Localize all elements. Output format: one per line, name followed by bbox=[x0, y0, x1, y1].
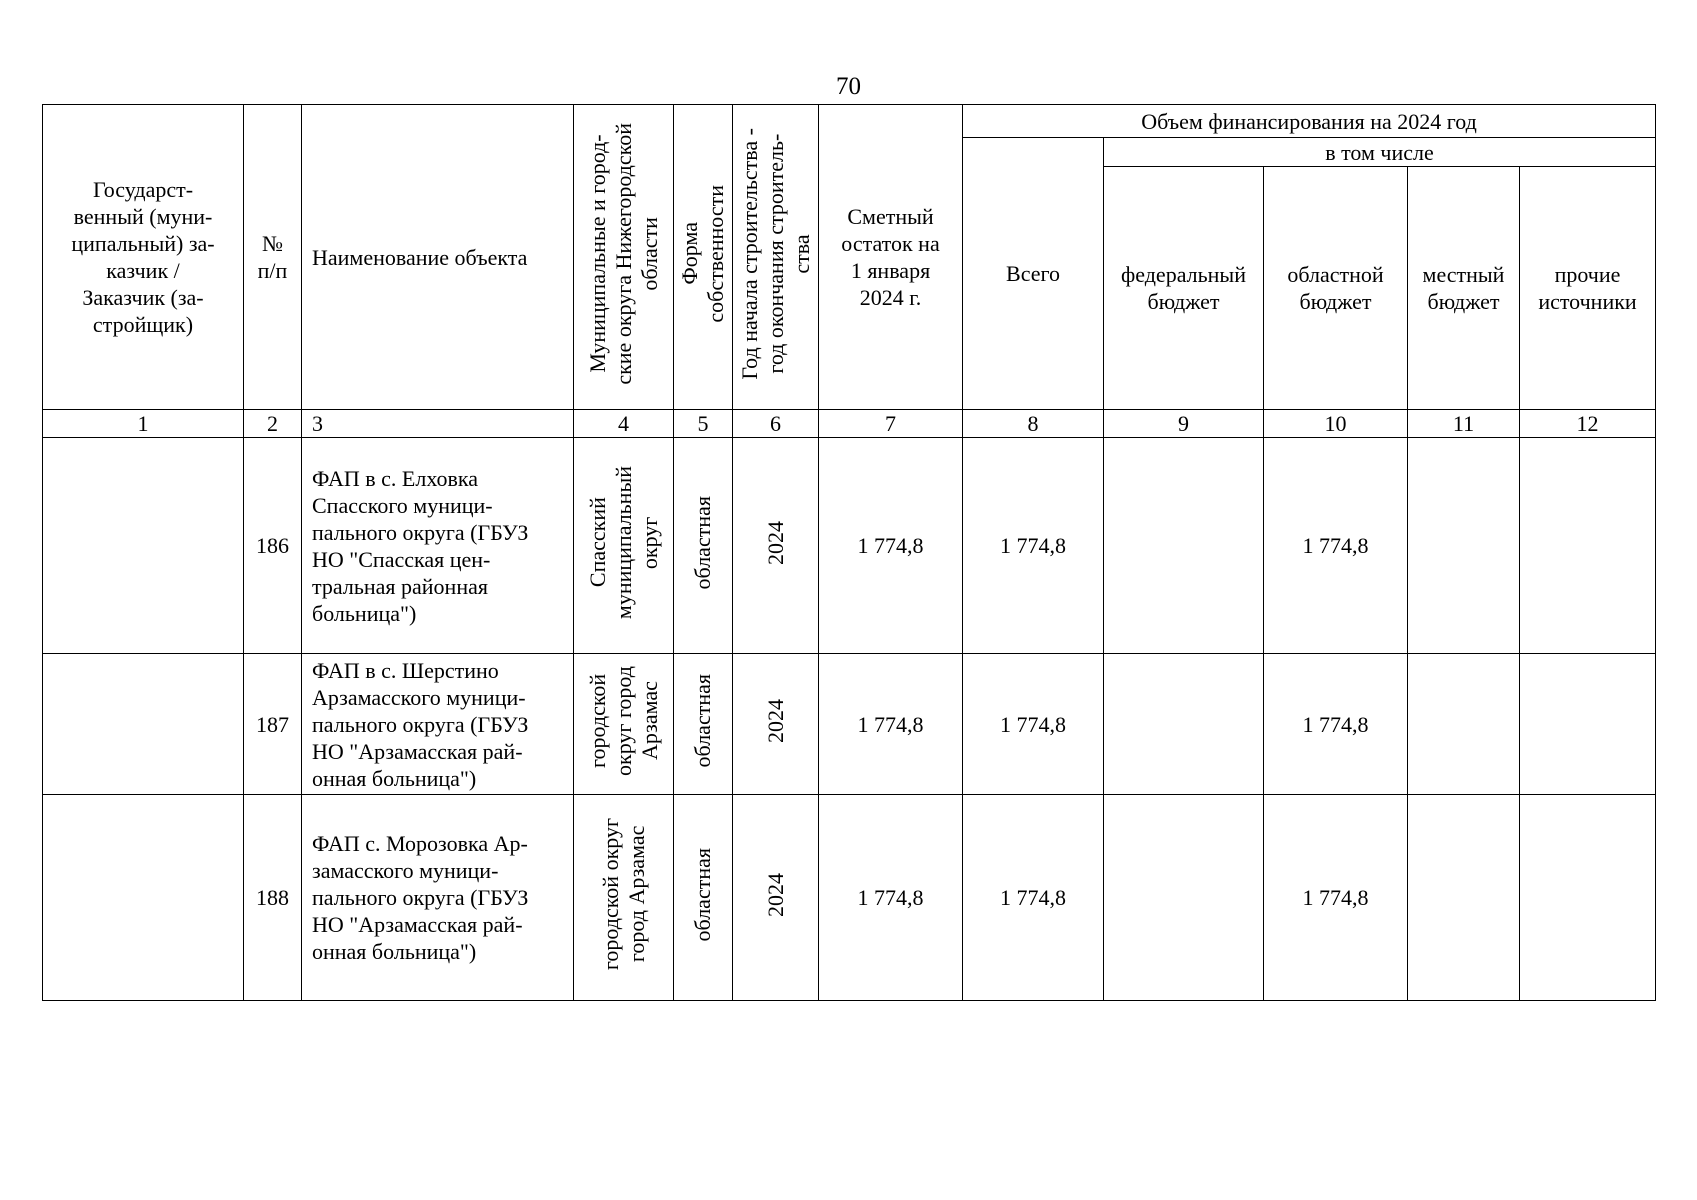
column-number: 4 bbox=[574, 410, 674, 438]
column-number-row bbox=[43, 410, 1656, 438]
column-number: 9 bbox=[1104, 410, 1264, 438]
column-number: 6 bbox=[733, 410, 819, 438]
cell-local bbox=[1408, 795, 1520, 1001]
cell-local bbox=[1408, 654, 1520, 795]
cell-object-name: ФАП в с. Елховка Спасского муници- пального округа (ГБУЗ НО "Спасская цен- тральная районная больница") bbox=[302, 438, 574, 654]
cell-regional: 1 774,8 bbox=[1264, 654, 1408, 795]
cell-total: 1 774,8 bbox=[963, 438, 1104, 654]
header-years: Год начала строительства - год окончания строитель- ства bbox=[733, 105, 819, 410]
page-number: 70 bbox=[836, 73, 861, 100]
cell-regional: 1 774,8 bbox=[1264, 795, 1408, 1001]
cell-other bbox=[1520, 654, 1656, 795]
header-num: № п/п bbox=[244, 105, 302, 410]
header-including: в том числе bbox=[1104, 138, 1656, 167]
financing-table bbox=[42, 104, 1656, 1001]
column-number: 5 bbox=[674, 410, 733, 438]
cell-years: 2024 bbox=[733, 654, 819, 795]
table-row bbox=[43, 438, 1656, 654]
header-federal: федеральный бюджет bbox=[1104, 167, 1264, 410]
cell-other bbox=[1520, 438, 1656, 654]
cell-remaining: 1 774,8 bbox=[819, 438, 963, 654]
cell-local bbox=[1408, 438, 1520, 654]
cell-municipality: городской округ город Арзамас bbox=[574, 795, 674, 1001]
cell-object-name: ФАП в с. Шерстино Арзамасского муници- пального округа (ГБУЗ НО "Арзамасская рай- онная больница") bbox=[302, 654, 574, 795]
cell-ownership: областная bbox=[674, 438, 733, 654]
cell-federal bbox=[1104, 795, 1264, 1001]
cell-remaining: 1 774,8 bbox=[819, 654, 963, 795]
header-customer: Государст- венный (муни- ципальный) за- казчик / Заказчик (за- стройщик) bbox=[43, 105, 244, 410]
cell-total: 1 774,8 bbox=[963, 654, 1104, 795]
header-regional: областной бюджет bbox=[1264, 167, 1408, 410]
cell-municipality: городской округ город Арзамас bbox=[574, 654, 674, 795]
column-number: 7 bbox=[819, 410, 963, 438]
header-local: местный бюджет bbox=[1408, 167, 1520, 410]
column-number: 1 bbox=[43, 410, 244, 438]
cell-ownership: областная bbox=[674, 654, 733, 795]
table-row bbox=[43, 795, 1656, 1001]
cell-num: 188 bbox=[244, 795, 302, 1001]
cell-customer bbox=[43, 438, 244, 654]
column-number: 12 bbox=[1520, 410, 1656, 438]
cell-num: 186 bbox=[244, 438, 302, 654]
header-ownership: Форма собственности bbox=[674, 105, 733, 410]
cell-years: 2024 bbox=[733, 438, 819, 654]
column-number: 8 bbox=[963, 410, 1104, 438]
cell-other bbox=[1520, 795, 1656, 1001]
column-number: 10 bbox=[1264, 410, 1408, 438]
header-total: Всего bbox=[963, 138, 1104, 410]
header-object-name: Наименование объекта bbox=[302, 105, 574, 410]
cell-remaining: 1 774,8 bbox=[819, 795, 963, 1001]
cell-customer bbox=[43, 795, 244, 1001]
header-other: прочие источники bbox=[1520, 167, 1656, 410]
cell-federal bbox=[1104, 438, 1264, 654]
header-remaining: Сметный остаток на 1 января 2024 г. bbox=[819, 105, 963, 410]
cell-total: 1 774,8 bbox=[963, 795, 1104, 1001]
header-row-1 bbox=[43, 105, 1656, 138]
header-municipality: Муниципальные и город- ские округа Нижегородской области bbox=[574, 105, 674, 410]
cell-customer bbox=[43, 654, 244, 795]
cell-years: 2024 bbox=[733, 795, 819, 1001]
cell-regional: 1 774,8 bbox=[1264, 438, 1408, 654]
column-number: 3 bbox=[302, 410, 574, 438]
cell-num: 187 bbox=[244, 654, 302, 795]
header-funding-title: Объем финансирования на 2024 год bbox=[963, 105, 1656, 138]
cell-object-name: ФАП с. Морозовка Ар- замасского муници- пального округа (ГБУЗ НО "Арзамасская рай- онная больница") bbox=[302, 795, 574, 1001]
cell-federal bbox=[1104, 654, 1264, 795]
column-number: 11 bbox=[1408, 410, 1520, 438]
table-row bbox=[43, 654, 1656, 795]
cell-municipality: Спасский муниципальный округ bbox=[574, 438, 674, 654]
column-number: 2 bbox=[244, 410, 302, 438]
cell-ownership: областная bbox=[674, 795, 733, 1001]
